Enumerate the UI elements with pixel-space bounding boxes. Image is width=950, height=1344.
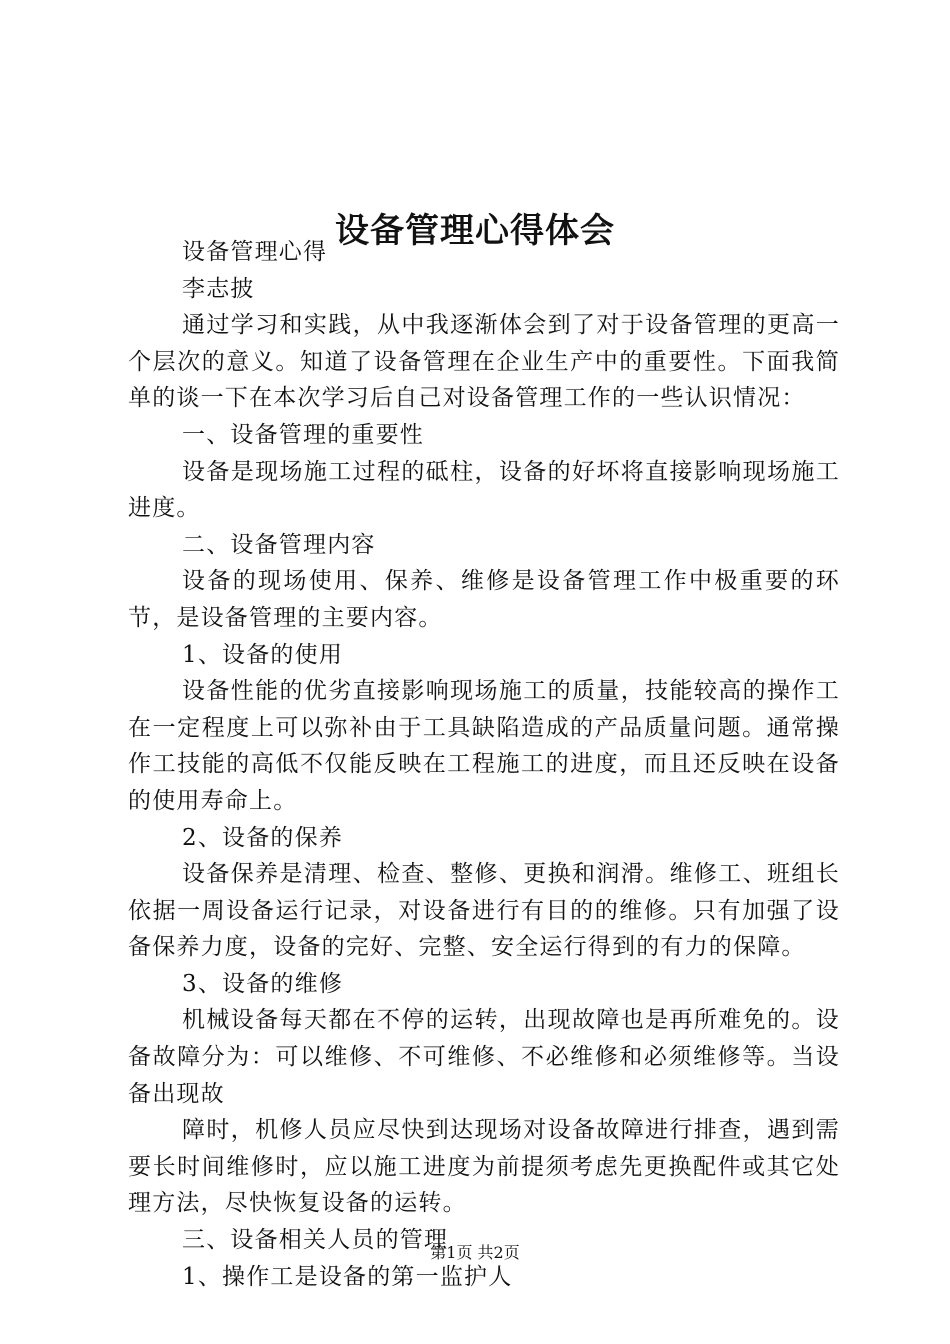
paragraph: 设备管理心得 [182, 239, 328, 265]
page-footer: 第1页 共2页 [430, 1243, 520, 1262]
paragraph: 李志披 [182, 275, 255, 302]
subsection-heading: 3、设备的维修 [182, 970, 344, 997]
section-heading: 一、设备管理的重要性 [182, 421, 424, 448]
section-heading: 三、设备相关人员的管理 [182, 1227, 449, 1254]
paragraph: 设备保养是清理、检查、整修、更换和润滑。维修工、班组长依据一周设备运行记录，对设备进行有目的的维修。只有加强了设备保养力度，设备的完好、完整、安全运行得到的有力的保障。 [128, 861, 840, 961]
paragraph: 设备的现场使用、保养、维修是设备管理工作中极重要的环节，是设备管理的主要内容。 [128, 568, 840, 631]
document-title: 设备管理心得体会 [335, 210, 615, 251]
paragraph: 机械设备每天都在不停的运转，出现故障也是再所难免的。设备故障分为：可以维修、不可维修、不必维修和必须维修等。当设备出现故 [128, 1007, 840, 1107]
paragraph: 通过学习和实践，从中我逐渐体会到了对于设备管理的更高一个层次的意义。知道了设备管理在企业生产中的重要性。下面我简单的谈一下在本次学习后自己对设备管理工作的一些认识情况： [128, 312, 840, 412]
section-heading: 二、设备管理内容 [182, 531, 376, 558]
document-body [128, 234, 840, 1295]
paragraph: 障时，机修人员应尽快到达现场对设备故障进行排查，遇到需要长时间维修时，应以施工进度为前提须考虑先更换配件或其它处理方法，尽快恢复设备的运转。 [128, 1117, 840, 1217]
subsection-heading: 2、设备的保养 [182, 824, 344, 851]
paragraph: 设备性能的优劣直接影响现场施工的质量，技能较高的操作工在一定程度上可以弥补由于工具缺陷造成的产品质量问题。通常操作工技能的高低不仅能反映在工程施工的进度，而且还反映在设备的使用寿命上。 [128, 678, 840, 814]
subsection-heading: 1、设备的使用 [182, 641, 344, 668]
subsection-heading: 1、操作工是设备的第一监护人 [182, 1263, 513, 1290]
paragraph: 设备是现场施工过程的砥柱，设备的好坏将直接影响现场施工进度。 [128, 458, 840, 522]
